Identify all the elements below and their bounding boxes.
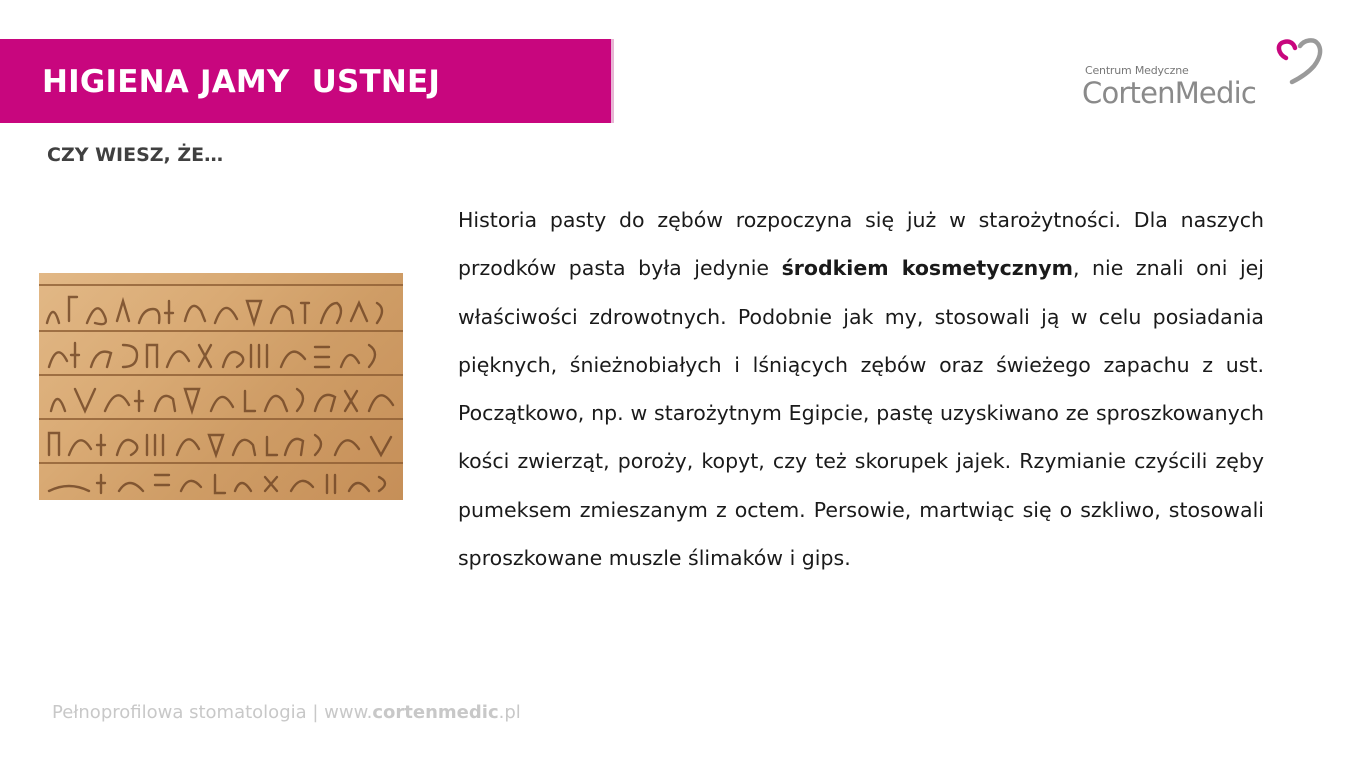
hieroglyphs-illustration	[39, 273, 403, 500]
footer-domain-tld: .pl	[498, 702, 521, 723]
section-subheading: CZY WIESZ, ŻE…	[47, 144, 224, 166]
logo-subtitle: Centrum Medyczne	[1085, 64, 1189, 77]
page-title: HIGIENA JAMY USTNEJ	[42, 64, 441, 100]
logo-name: CortenMedic	[1082, 76, 1256, 110]
footer-domain[interactable]: cortenmedic	[372, 702, 499, 723]
paragraph-bold-phrase: środkiem kosmetycznym	[781, 256, 1073, 281]
footer-tagline: Pełnoprofilowa stomatologia | www.	[52, 702, 373, 723]
heart-icon	[1270, 38, 1326, 86]
footer	[52, 702, 521, 723]
paragraph-text-start: Historia pasty do zębów rozpoczyna się już w starożytności. Dla naszych przodków pasta była jedynie	[458, 208, 1264, 281]
paragraph-text-end: , nie znali oni jej właściwości zdrowotnych. Podobnie jak my, stosowali ją w celu posiadania pięknych, śnieżnobiałych i lśniących zębów oraz świeżego zapachu z ust. Początkowo, np. w starożytnym Egipcie, pastę uzyskiwano ze sproszkowanych kości zwierząt, poroży, kopyt, czy też skorupek jajek. Rzymianie czyścili zęby pumeksem zmieszanym z octem. Persowie, martwiąc się o szkliwo, stosowali sproszkowane muszle ślimaków i gips.	[458, 256, 1264, 571]
title-banner	[0, 39, 611, 123]
cortenmedic-logo	[1082, 38, 1332, 114]
history-paragraph	[458, 196, 1264, 582]
hieroglyphs-image	[39, 273, 403, 500]
